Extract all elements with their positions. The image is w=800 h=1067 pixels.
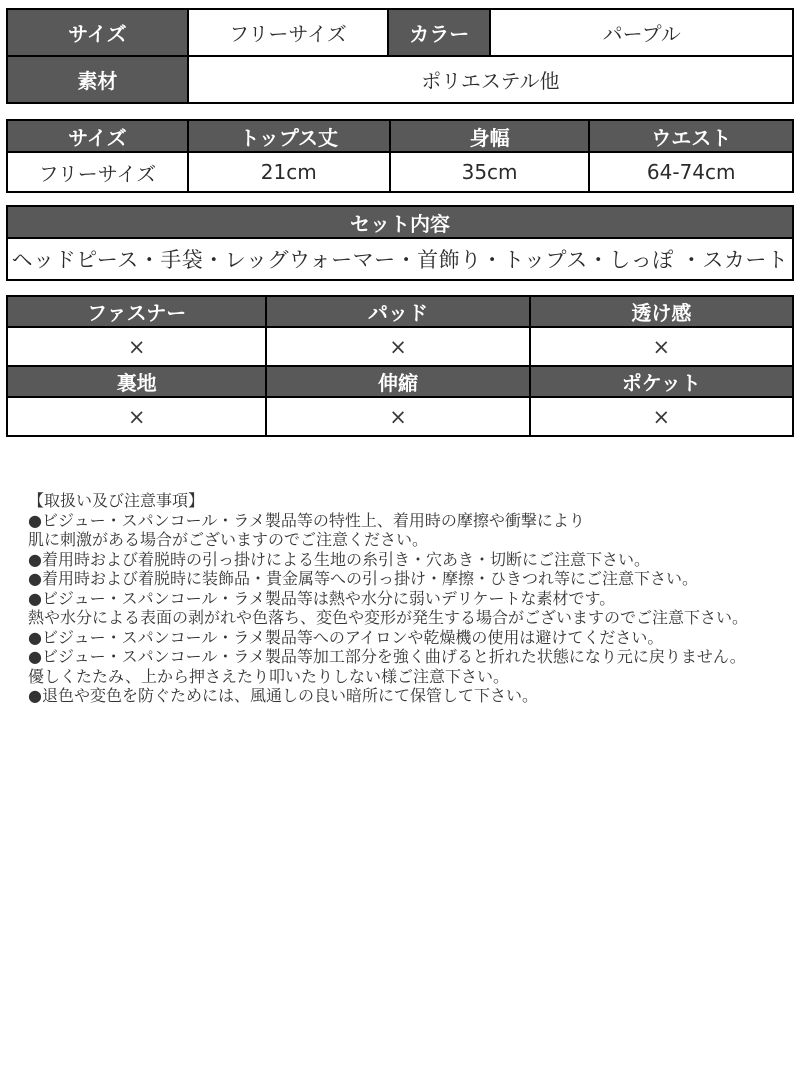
spec-row-material — [7, 56, 793, 103]
pocket-value: × — [530, 397, 793, 436]
measurements-waist-value: 64-74cm — [589, 152, 793, 192]
handling-note-line: ●退色や変色を防ぐためには、風通しの良い暗所にて保管して下さい。 — [28, 686, 538, 705]
pad-label: パッド — [266, 296, 529, 327]
size-value: フリーサイズ — [188, 9, 388, 56]
set-contents-value: ヘッドピース・手袋・レッグウォーマー・首飾り・トップス・しっぽ ・スカート — [7, 238, 793, 280]
set-contents-header: セット内容 — [7, 206, 793, 238]
measurements-table — [6, 119, 794, 193]
color-label: カラー — [388, 9, 490, 56]
measurements-body-width-value: 35cm — [390, 152, 590, 192]
set-contents-header-row — [7, 206, 793, 238]
stretch-label: 伸縮 — [266, 366, 529, 397]
features-header-row-2 — [7, 366, 793, 397]
stretch-value: × — [266, 397, 529, 436]
measurements-header-size: サイズ — [7, 120, 188, 152]
color-value: パープル — [490, 9, 793, 56]
handling-note-line: 熱や水分による表面の剥がれや色落ち、変色や変形が発生する場合がございますのでご注意下さい。 — [28, 608, 749, 627]
handling-note-line: ●ビジュー・スパンコール・ラメ製品等へのアイロンや乾燥機の使用は避けてください。 — [28, 627, 664, 647]
pocket-label: ポケット — [530, 366, 793, 397]
handling-notes-title: 【取扱い及び注意事項】 — [28, 491, 205, 510]
handling-notes — [0, 491, 800, 706]
measurements-data-row — [7, 152, 793, 192]
measurements-header-body-width: 身幅 — [390, 120, 590, 152]
pad-value: × — [266, 327, 529, 366]
measurements-size-value: フリーサイズ — [7, 152, 188, 192]
features-data-row-1 — [7, 327, 793, 366]
material-label: 素材 — [7, 56, 188, 103]
handling-note-line: 肌に刺激がある場合がございますのでご注意ください。 — [28, 530, 429, 549]
handling-note-line: ●ビジュー・スパンコール・ラメ製品等加工部分を強く曲げると折れた状態になり元に戻りません。 — [28, 647, 746, 666]
measurements-tops-length-value: 21cm — [188, 152, 390, 192]
spec-row-size-color — [7, 9, 793, 56]
handling-note-line: ●着用時および着脱時に装飾品・貴金属等への引っ掛け・摩擦・ひきつれ等にご注意下さい。 — [28, 569, 698, 588]
handling-note-line: 優しくたたみ、上から押さえたり叩いたりしない様ご注意下さい。 — [28, 666, 509, 686]
size-label: サイズ — [7, 9, 188, 56]
measurements-header-waist: ウエスト — [589, 120, 793, 152]
fastener-value: × — [7, 327, 266, 366]
measurements-header-row — [7, 120, 793, 152]
features-table — [6, 295, 794, 437]
set-contents-table — [6, 205, 794, 281]
features-data-row-2 — [7, 397, 793, 436]
fastener-label: ファスナー — [7, 296, 266, 327]
sheerness-value: × — [530, 327, 793, 366]
spec-table — [6, 8, 794, 104]
handling-note-line: ●ビジュー・スパンコール・ラメ製品等は熱や水分に弱いデリケートな素材です。 — [28, 588, 616, 608]
set-contents-data-row — [7, 238, 793, 280]
sheerness-label: 透け感 — [530, 296, 793, 327]
lining-value: × — [7, 397, 266, 436]
lining-label: 裏地 — [7, 366, 266, 397]
material-value: ポリエステル他 — [188, 56, 793, 103]
handling-note-line: ●ビジュー・スパンコール・ラメ製品等の特性上、着用時の摩擦や衝撃により — [28, 510, 585, 530]
handling-note-line: ●着用時および着脱時の引っ掛けによる生地の糸引き・穴あき・切断にご注意下さい。 — [28, 549, 650, 569]
measurements-header-tops-length: トップス丈 — [188, 120, 390, 152]
features-header-row-1 — [7, 296, 793, 327]
